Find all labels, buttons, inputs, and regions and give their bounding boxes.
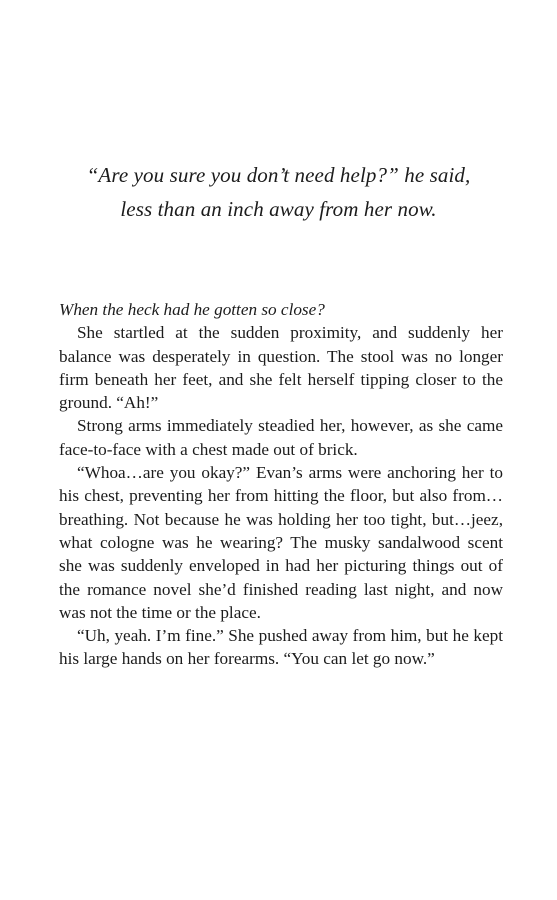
epigraph-line-1: “Are you sure you don’t need help?” he said, — [86, 163, 471, 187]
paragraph: She startled at the sudden proximity, and suddenly her balance was desperately in question. The stool was no longer firm beneath her feet, and she felt herself tipping closer to the ground. “Ah!” — [59, 323, 503, 413]
epigraph-line-2: less than an inch away from her now. — [120, 197, 437, 221]
paragraph: “Whoa…are you okay?” Evan’s arms were anchoring her to his chest, preventing her from hitting the floor, but also from…breathing. Not because he was holding her too tight, but…jeez, what cologne was he wearing? The musky sandalwood scent she was suddenly enveloped in had her picturing things out of the romance novel she’d finished reading last night, and now was not the time or the place. — [59, 463, 503, 622]
paragraph: “Uh, yeah. I’m fine.” She pushed away from him, but he kept his large hands on her forearms. “You can let go now.” — [59, 626, 503, 669]
paragraph-italic-opening: When the heck had he gotten so close? — [59, 300, 325, 319]
paragraph: Strong arms immediately steadied her, however, as she came face-to-face with a chest made out of brick. — [59, 416, 503, 459]
body-text — [59, 298, 503, 671]
epigraph-quote — [40, 158, 517, 226]
